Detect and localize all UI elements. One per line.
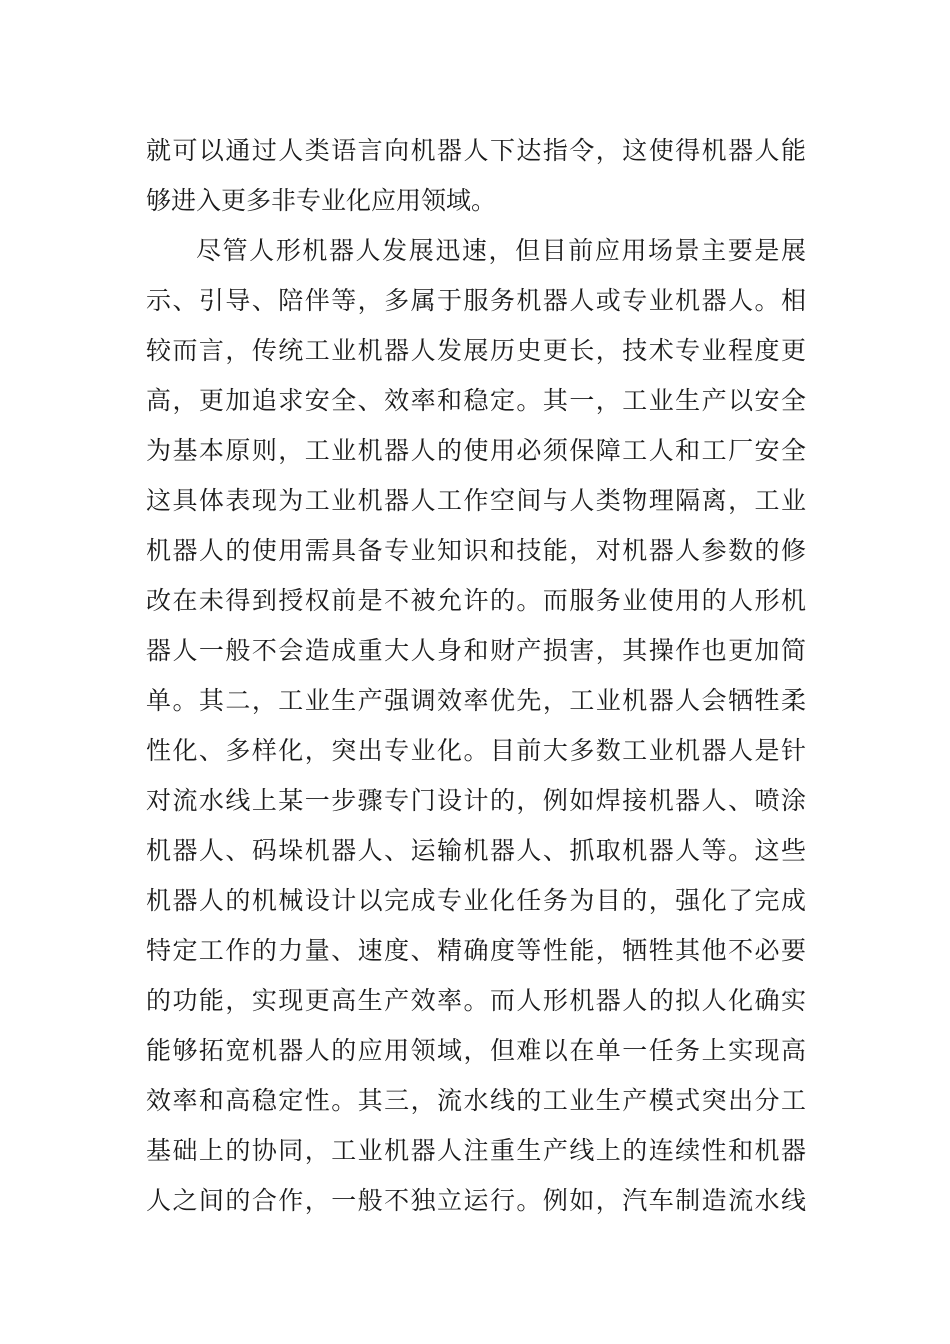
text-line: 基础上的协同，工业机器人注重生产线上的连续性和机器 bbox=[146, 1136, 806, 1165]
text-line: 高，更加追求安全、效率和稳定。其一，工业生产以安全 bbox=[146, 386, 806, 415]
text-line: 为基本原则，工业机器人的使用必须保障工人和工厂安全 bbox=[146, 436, 806, 465]
body-text bbox=[146, 126, 806, 1226]
text-line: 单。其二，工业生产强调效率优先，工业机器人会牺牲柔 bbox=[146, 686, 806, 715]
text-line: 机器人、码垛机器人、运输机器人、抓取机器人等。这些 bbox=[146, 836, 806, 865]
text-line: 特定工作的力量、速度、精确度等性能，牺牲其他不必要 bbox=[146, 936, 806, 965]
text-line: 这具体表现为工业机器人工作空间与人类物理隔离，工业 bbox=[146, 486, 806, 515]
text-line: 性化、多样化，突出专业化。目前大多数工业机器人是针 bbox=[146, 736, 806, 765]
text-line: 够进入更多非专业化应用领域。 bbox=[146, 186, 497, 215]
text-line: 能够拓宽机器人的应用领域，但难以在单一任务上实现高 bbox=[146, 1036, 806, 1065]
text-line: 人之间的合作，一般不独立运行。例如，汽车制造流水线 bbox=[146, 1186, 806, 1215]
text-line: 较而言，传统工业机器人发展历史更长，技术专业程度更 bbox=[146, 336, 806, 365]
text-line: 器人一般不会造成重大人身和财产损害，其操作也更加简 bbox=[146, 636, 806, 665]
text-line: 对流水线上某一步骤专门设计的，例如焊接机器人、喷涂 bbox=[146, 786, 806, 815]
text-line: 示、引导、陪伴等，多属于服务机器人或专业机器人。相 bbox=[146, 286, 806, 315]
text-line: 尽管人形机器人发展迅速，但目前应用场景主要是展 bbox=[196, 236, 806, 265]
text-line: 机器人的机械设计以完成专业化任务为目的，强化了完成 bbox=[146, 886, 806, 915]
text-line: 的功能，实现更高生产效率。而人形机器人的拟人化确实 bbox=[146, 986, 806, 1015]
text-line: 改在未得到授权前是不被允许的。而服务业使用的人形机 bbox=[146, 586, 806, 615]
text-line: 就可以通过人类语言向机器人下达指令，这使得机器人能 bbox=[146, 136, 806, 165]
text-line: 效率和高稳定性。其三，流水线的工业生产模式突出分工 bbox=[146, 1086, 806, 1115]
text-line: 机器人的使用需具备专业知识和技能，对机器人参数的修 bbox=[146, 536, 806, 565]
paragraph-1 bbox=[146, 126, 806, 226]
paragraph-2 bbox=[146, 226, 806, 1226]
